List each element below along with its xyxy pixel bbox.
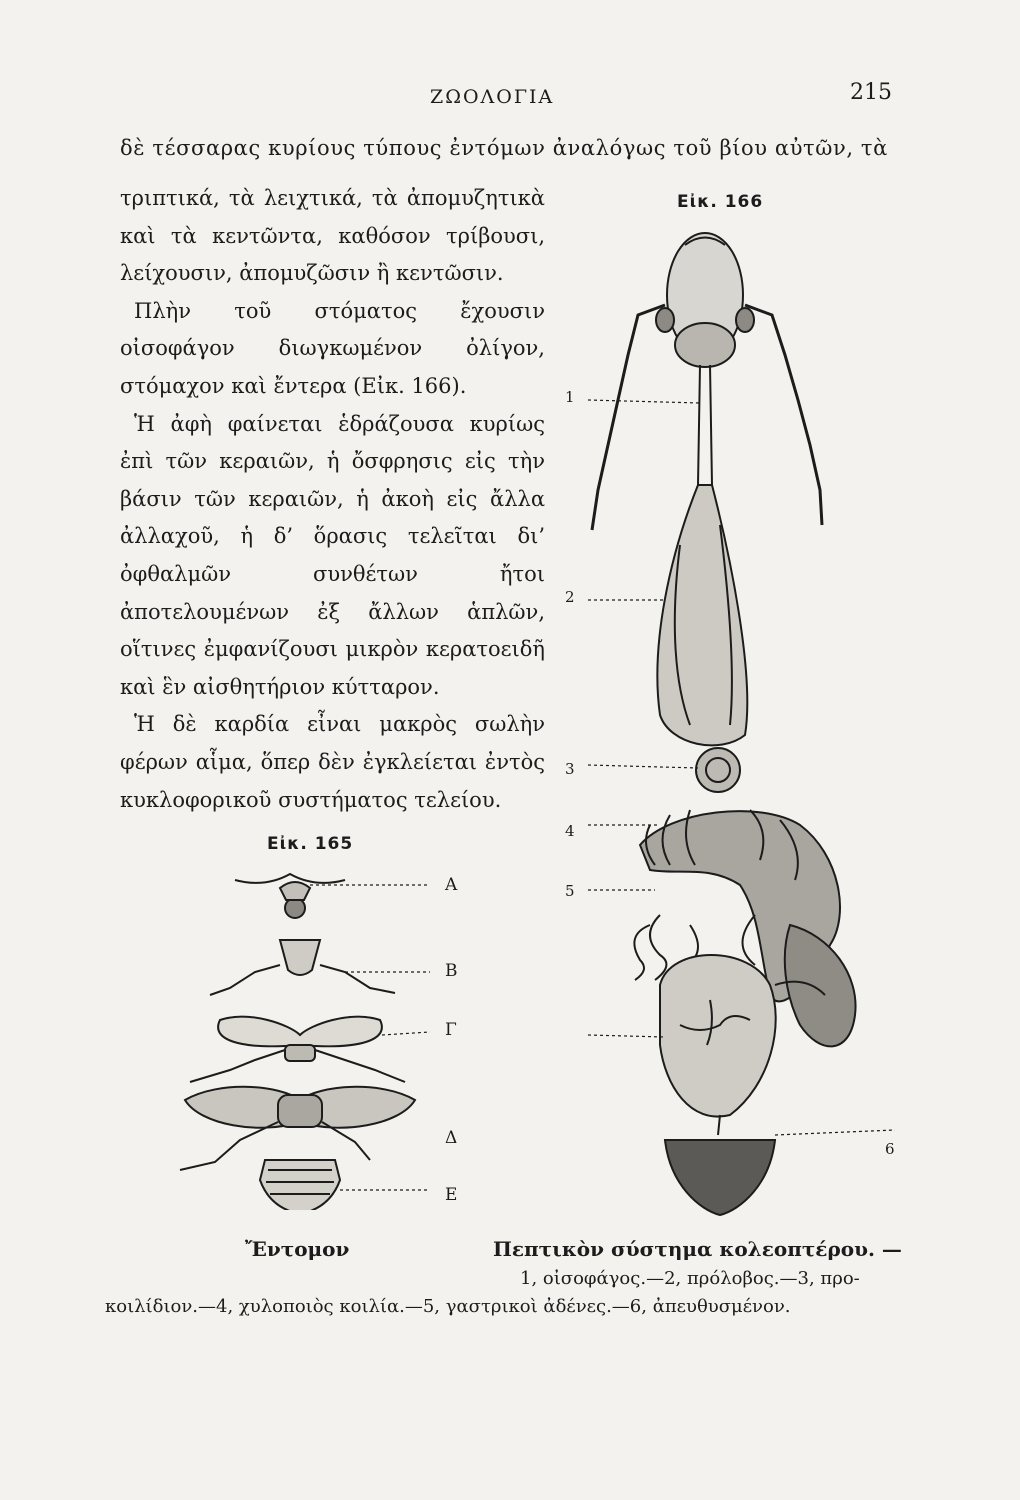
fig165-label-c: Γ [445, 1020, 457, 1040]
body-first-line: δὲ τέσσαρας κυρίους τύπους ἐντόμων ἀναλόγως τοῦ βίου αὐτῶν, τὰ [120, 136, 888, 160]
figure-165-title: Εἰκ. 165 [267, 834, 354, 854]
body-text-column [120, 180, 545, 819]
paragraph-digestion: Πλὴν τοῦ στόματος ἔχουσιν οἰσοφάγον διωγκωμένον ὀλίγον, στόμαχον καὶ ἔντερα (Εἰκ. 166). [120, 298, 545, 398]
running-header: ΖΩΟΛΟΓΙΑ [430, 86, 555, 108]
fig165-label-e: Ε [445, 1185, 458, 1205]
fig166-label-3: 3 [565, 760, 575, 778]
figure-166-caption-line-1: 1, οἰσοφάγος.—2, πρόλοβος.—3, προ- [520, 1268, 860, 1289]
fig166-label-4: 4 [565, 822, 575, 840]
figure-166-caption-title: Πεπτικὸν σύστημα κολεοπτέρου. — [493, 1237, 902, 1261]
figure-166-caption-line-2: κοιλίδιον.—4, χυλοποιὸς κοιλία.—5, γαστρικοὶ ἀδένες.—6, ἀπευθυσμένον. [105, 1296, 791, 1317]
fig166-label-1: 1 [565, 388, 575, 406]
fig165-label-a: Α [445, 875, 458, 895]
insect-segments-illustration [160, 860, 450, 1210]
paragraph-senses: Ἡ ἀφὴ φαίνεται ἑδράζουσα κυρίως ἐπὶ τῶν κεραιῶν, ἡ ὄσφρησις εἰς τὴν βάσιν τῶν κεραιῶν, ἡ ἀκοὴ εἰς ἄλλα ἀλλαχοῦ, ἡ δ’ ὅρασις τελεῖται δι’ ὀφθαλμῶν συνθέτων ἤτοι ἀποτελουμένων ἐξ ἄλλων ἁπλῶν, οἵτινες ἐμφανίζουσι μικρὸν κερατοειδῆ καὶ ἓν αἰσθητήριον κύτταρον. [120, 411, 545, 699]
page-number: 215 [850, 80, 892, 105]
fig165-label-d: Δ [445, 1128, 458, 1148]
fig166-label-6: 6 [885, 1140, 895, 1158]
fig165-label-b: Β [445, 961, 458, 981]
fig166-label-5: 5 [565, 882, 575, 900]
digestive-system-illustration [570, 225, 910, 1230]
figure-166-title: Εἰκ. 166 [677, 192, 764, 212]
paragraph-heart: Ἡ δὲ καρδία εἶναι μακρὸς σωλὴν φέρων αἷμα, ὅπερ δὲν ἐγκλείεται ἐντὸς κυκλοφορικοῦ συστήματος τελείου. [120, 712, 545, 812]
figure-165-caption: Ἔντομον [245, 1237, 350, 1261]
paragraph-mouthparts: τριπτικά, τὰ λειχτικά, τὰ ἀπομυζητικὰ καὶ τὰ κεντῶντα, καθόσον τρίβουσι, λείχουσιν, ἀπομυζῶσιν ἢ κεντῶσιν. [120, 186, 545, 286]
fig166-label-2: 2 [565, 588, 575, 606]
